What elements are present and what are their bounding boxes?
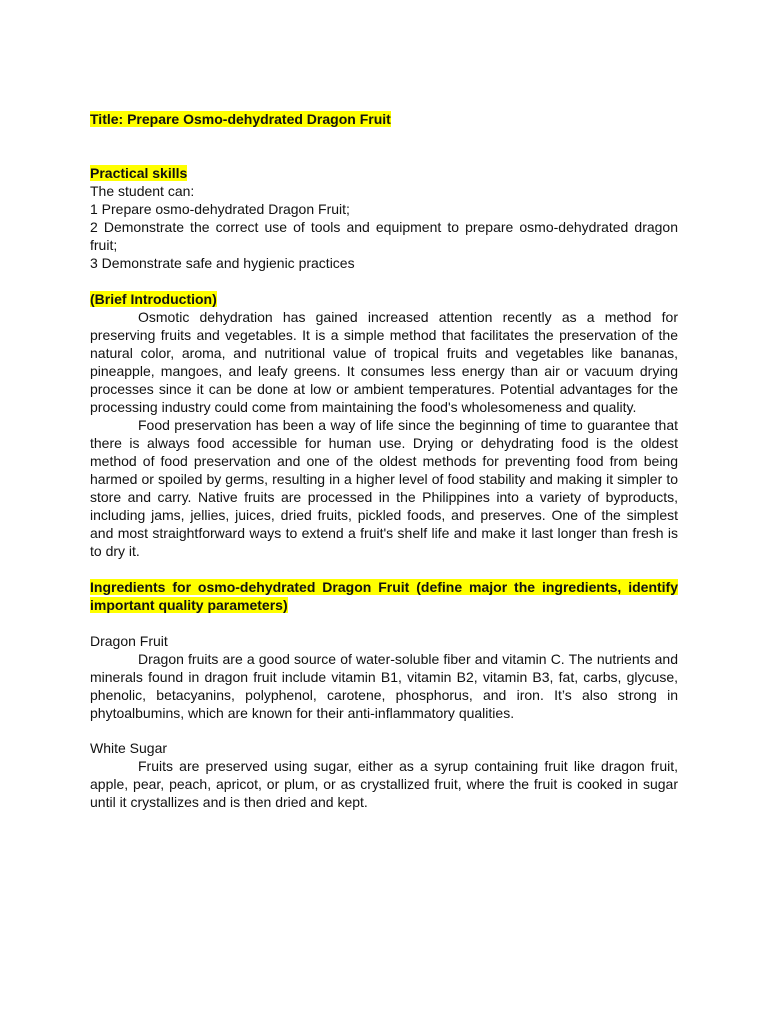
intro-paragraph: Food preservation has been a way of life since the beginning of time to guarantee that there is always food accessible for human use. Drying or dehydrating food is the oldest method of food preservation and one of the oldest methods for preventing food from being harmed or spoiled by germs, resulting in a higher level of food stability and making it simpler to store and carry. Native fruits are processed in the Philippines into a variety of byproducts, including jams, jellies, juices, dried fruits, pickled foods, and preserves. One of the simplest and most straightforward ways to extend a fruit's shelf life and make it last longer than fresh is to dry it. xyxy=(90,417,678,559)
intro-heading-line xyxy=(90,290,678,308)
ingredients-heading-line xyxy=(90,578,678,614)
practical-item: 2 Demonstrate the correct use of tools and equipment to prepare osmo-dehydrated dragon fruit; xyxy=(90,219,678,253)
intro-paragraph: Osmotic dehydration has gained increased attention recently as a method for preserving fruits and vegetables. It is a simple method that facilitates the preservation of the natural color, aroma, and nutritional value of tropical fruits and vegetables like bananas, pineapple, mangoes, and leafy greens. It consumes less energy than air or vacuum drying processes since it can be done at low or ambient temperatures. Potential advantages for the processing industry could come from maintaining the food's wholesomeness and quality. xyxy=(90,309,678,415)
brief-introduction-heading: (Brief Introduction) xyxy=(90,291,217,307)
ingredients-heading: Ingredients for osmo-dehydrated Dragon Fruit (define major the ingredients, identify important quality parameters) xyxy=(90,579,678,613)
document-body xyxy=(90,110,678,811)
ingredient-description: Dragon fruits are a good source of water-soluble fiber and vitamin C. The nutrients and minerals found in dragon fruit include vitamin B1, vitamin B2, vitamin B3, fat, carbs, glycuse, phenolic, betacyanins, polyphenol, carotene, phosphorus, and iron. It’s also strong in phytoalbumins, which are known for their anti-inflammatory qualities. xyxy=(90,651,678,721)
ingredient-description: Fruits are preserved using sugar, either as a syrup containing fruit like dragon fruit, apple, pear, peach, apricot, or plum, or as crystallized fruit, where the fruit is cooked in sugar until it crystallizes and is then dried and kept. xyxy=(90,758,678,810)
practical-item: 3 Demonstrate safe and hygienic practices xyxy=(90,255,355,271)
title-line xyxy=(90,110,678,128)
practical-intro: The student can: xyxy=(90,183,195,199)
ingredient-name: White Sugar xyxy=(90,740,168,756)
practical-skills-heading: Practical skills xyxy=(90,165,188,181)
practical-item: 1 Prepare osmo-dehydrated Dragon Fruit; xyxy=(90,201,350,217)
practical-heading-line xyxy=(90,164,678,182)
ingredient-name: Dragon Fruit xyxy=(90,633,168,649)
document-title: Title: Prepare Osmo-dehydrated Dragon Fruit xyxy=(90,111,391,127)
